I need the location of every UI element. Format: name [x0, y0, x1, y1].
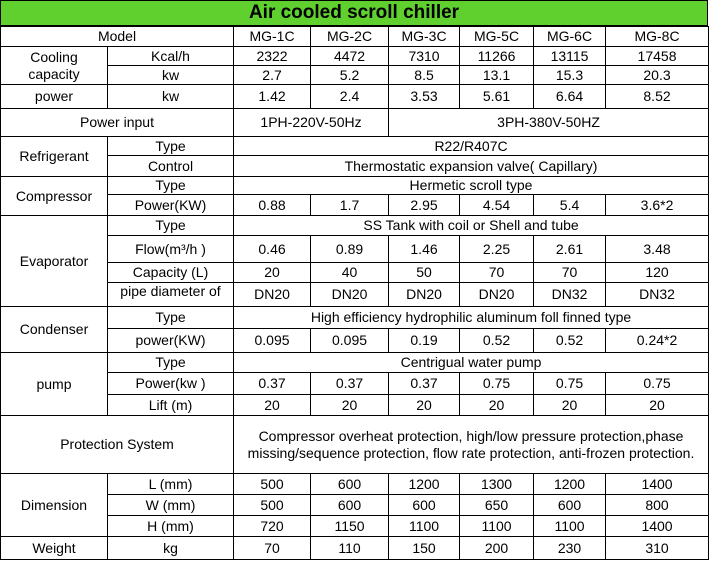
power-value: 2.4: [311, 85, 389, 109]
evaporator-flow-label: Flow(m³/h ): [108, 236, 234, 263]
cooling-kcal-value: 11266: [460, 47, 534, 66]
power-value: 5.61: [460, 85, 534, 109]
evaporator-pipe-label: pipe diameter of: [108, 283, 234, 307]
table-row: [1, 109, 709, 137]
power-value: 6.64: [534, 85, 606, 109]
cooling-capacity-label: Cooling capacity: [1, 47, 108, 85]
dimension-h-value: 1100: [460, 516, 534, 537]
evaporator-label: Evaporator: [1, 216, 108, 307]
sheet-title: Air cooled scroll chiller: [0, 0, 708, 26]
weight-value: 230: [534, 537, 606, 560]
cooling-kw-value: 15.3: [534, 66, 606, 85]
dimension-h-value: 1100: [389, 516, 460, 537]
cooling-kw-value: 20.3: [606, 66, 709, 85]
power-input-single-phase: 1PH-220V-50Hz: [234, 109, 389, 137]
dimension-l-value: 1400: [606, 474, 709, 495]
condenser-type-value: High efficiency hydrophilic aluminum foll finned type: [234, 307, 709, 329]
power-value: 3.53: [389, 85, 460, 109]
pump-lift-label: Lift (m): [108, 395, 234, 416]
table-row: [1, 283, 709, 307]
evaporator-pipe-value: DN20: [460, 283, 534, 307]
dimension-l-value: 1200: [534, 474, 606, 495]
compressor-power-value: 3.6*2: [606, 195, 709, 216]
cooling-kcal-unit: Kcal/h: [108, 47, 234, 66]
table-row: [1, 537, 709, 560]
condenser-power-value: 0.24*2: [606, 329, 709, 353]
pump-power-value: 0.37: [311, 373, 389, 395]
table-row: [1, 177, 709, 195]
table-row: [1, 66, 709, 85]
dimension-h-value: 1400: [606, 516, 709, 537]
power-value: 8.52: [606, 85, 709, 109]
evaporator-capacity-value: 120: [606, 263, 709, 283]
evaporator-type-label: Type: [108, 216, 234, 236]
table-row: [1, 195, 709, 216]
refrigerant-control-value: Thermostatic expansion valve( Capillary): [234, 156, 709, 177]
evaporator-flow-value: 1.46: [389, 236, 460, 263]
model-name: MG-2C: [311, 27, 389, 47]
evaporator-pipe-value: DN20: [389, 283, 460, 307]
evaporator-pipe-value: DN32: [606, 283, 709, 307]
pump-type-label: Type: [108, 353, 234, 373]
evaporator-flow-value: 2.25: [460, 236, 534, 263]
dimension-l-label: L (mm): [108, 474, 234, 495]
refrigerant-type-label: Type: [108, 137, 234, 156]
table-row: [1, 216, 709, 236]
evaporator-capacity-value: 50: [389, 263, 460, 283]
table-row: [1, 156, 709, 177]
cooling-kw-value: 13.1: [460, 66, 534, 85]
dimension-h-value: 720: [234, 516, 311, 537]
pump-power-value: 0.75: [534, 373, 606, 395]
refrigerant-label: Refrigerant: [1, 137, 108, 177]
table-row: [1, 353, 709, 373]
compressor-power-value: 5.4: [534, 195, 606, 216]
table-row: [1, 137, 709, 156]
protection-label: Protection System: [1, 416, 234, 474]
model-name: MG-1C: [234, 27, 311, 47]
pump-label: pump: [1, 353, 108, 416]
model-name: MG-3C: [389, 27, 460, 47]
pump-power-value: 0.37: [234, 373, 311, 395]
evaporator-flow-value: 2.61: [534, 236, 606, 263]
compressor-power-label: Power(KW): [108, 195, 234, 216]
table-row: [1, 395, 709, 416]
protection-value: Compressor overheat protection, high/low pressure protection,phase missing/sequence protection, flow rate protection, anti-frozen protection.: [234, 416, 709, 474]
condenser-label: Condenser: [1, 307, 108, 353]
table-row: [1, 474, 709, 495]
power-value: 1.42: [234, 85, 311, 109]
dimension-w-value: 600: [311, 495, 389, 516]
power-input-label: Power input: [1, 109, 234, 137]
dimension-label: Dimension: [1, 474, 108, 537]
dimension-h-value: 1100: [534, 516, 606, 537]
power-input-three-phase: 3PH-380V-50HZ: [389, 109, 709, 137]
pump-power-value: 0.75: [460, 373, 534, 395]
table-row: [1, 27, 709, 47]
weight-value: 110: [311, 537, 389, 560]
pump-type-value: Centrigual water pump: [234, 353, 709, 373]
weight-value: 150: [389, 537, 460, 560]
compressor-power-value: 0.88: [234, 195, 311, 216]
spec-table: [0, 26, 709, 560]
table-row: [1, 516, 709, 537]
weight-value: 310: [606, 537, 709, 560]
table-row: [1, 307, 709, 329]
cooling-kw-value: 8.5: [389, 66, 460, 85]
dimension-w-value: 600: [534, 495, 606, 516]
compressor-label: Compressor: [1, 177, 108, 216]
evaporator-capacity-value: 70: [460, 263, 534, 283]
compressor-type-value: Hermetic scroll type: [234, 177, 709, 195]
table-row: [1, 47, 709, 66]
dimension-h-label: H (mm): [108, 516, 234, 537]
evaporator-pipe-value: DN20: [234, 283, 311, 307]
weight-unit: kg: [108, 537, 234, 560]
pump-lift-value: 20: [606, 395, 709, 416]
refrigerant-type-value: R22/R407C: [234, 137, 709, 156]
cooling-kcal-value: 7310: [389, 47, 460, 66]
dimension-h-value: 1150: [311, 516, 389, 537]
evaporator-pipe-value: DN20: [311, 283, 389, 307]
weight-value: 200: [460, 537, 534, 560]
evaporator-flow-value: 3.48: [606, 236, 709, 263]
condenser-power-value: 0.52: [534, 329, 606, 353]
pump-power-label: Power(kw ): [108, 373, 234, 395]
dimension-w-value: 500: [234, 495, 311, 516]
condenser-power-value: 0.19: [389, 329, 460, 353]
table-row: [1, 236, 709, 263]
condenser-power-value: 0.095: [311, 329, 389, 353]
evaporator-pipe-value: DN32: [534, 283, 606, 307]
evaporator-capacity-value: 70: [534, 263, 606, 283]
evaporator-type-value: SS Tank with coil or Shell and tube: [234, 216, 709, 236]
model-name: MG-8C: [606, 27, 709, 47]
pump-power-value: 0.75: [606, 373, 709, 395]
pump-lift-value: 20: [534, 395, 606, 416]
dimension-w-value: 650: [460, 495, 534, 516]
weight-value: 70: [234, 537, 311, 560]
evaporator-capacity-value: 20: [234, 263, 311, 283]
dimension-l-value: 500: [234, 474, 311, 495]
dimension-l-value: 600: [311, 474, 389, 495]
weight-label: Weight: [1, 537, 108, 560]
dimension-l-value: 1200: [389, 474, 460, 495]
condenser-power-value: 0.095: [234, 329, 311, 353]
model-header-label: Model: [1, 27, 234, 47]
evaporator-capacity-label: Capacity (L): [108, 263, 234, 283]
table-row: [1, 263, 709, 283]
dimension-w-value: 800: [606, 495, 709, 516]
compressor-power-value: 1.7: [311, 195, 389, 216]
pump-power-value: 0.37: [389, 373, 460, 395]
table-row: [1, 495, 709, 516]
dimension-w-label: W (mm): [108, 495, 234, 516]
table-row: [1, 85, 709, 109]
power-unit: kw: [108, 85, 234, 109]
compressor-power-value: 2.95: [389, 195, 460, 216]
condenser-power-value: 0.52: [460, 329, 534, 353]
condenser-type-label: Type: [108, 307, 234, 329]
cooling-kcal-value: 2322: [234, 47, 311, 66]
compressor-type-label: Type: [108, 177, 234, 195]
evaporator-capacity-value: 40: [311, 263, 389, 283]
model-name: MG-5C: [460, 27, 534, 47]
model-name: MG-6C: [534, 27, 606, 47]
evaporator-flow-value: 0.46: [234, 236, 311, 263]
cooling-kcal-value: 4472: [311, 47, 389, 66]
table-row: [1, 329, 709, 353]
pump-lift-value: 20: [389, 395, 460, 416]
pump-lift-value: 20: [311, 395, 389, 416]
compressor-power-value: 4.54: [460, 195, 534, 216]
dimension-l-value: 1300: [460, 474, 534, 495]
table-row: [1, 373, 709, 395]
pump-lift-value: 20: [234, 395, 311, 416]
dimension-w-value: 600: [389, 495, 460, 516]
power-label: power: [1, 85, 108, 109]
condenser-power-label: power(KW): [108, 329, 234, 353]
table-row: [1, 416, 709, 474]
cooling-kw-value: 2.7: [234, 66, 311, 85]
cooling-kcal-value: 17458: [606, 47, 709, 66]
pump-lift-value: 20: [460, 395, 534, 416]
cooling-kcal-value: 13115: [534, 47, 606, 66]
refrigerant-control-label: Control: [108, 156, 234, 177]
evaporator-flow-value: 0.89: [311, 236, 389, 263]
cooling-kw-value: 5.2: [311, 66, 389, 85]
cooling-kw-unit: kw: [108, 66, 234, 85]
